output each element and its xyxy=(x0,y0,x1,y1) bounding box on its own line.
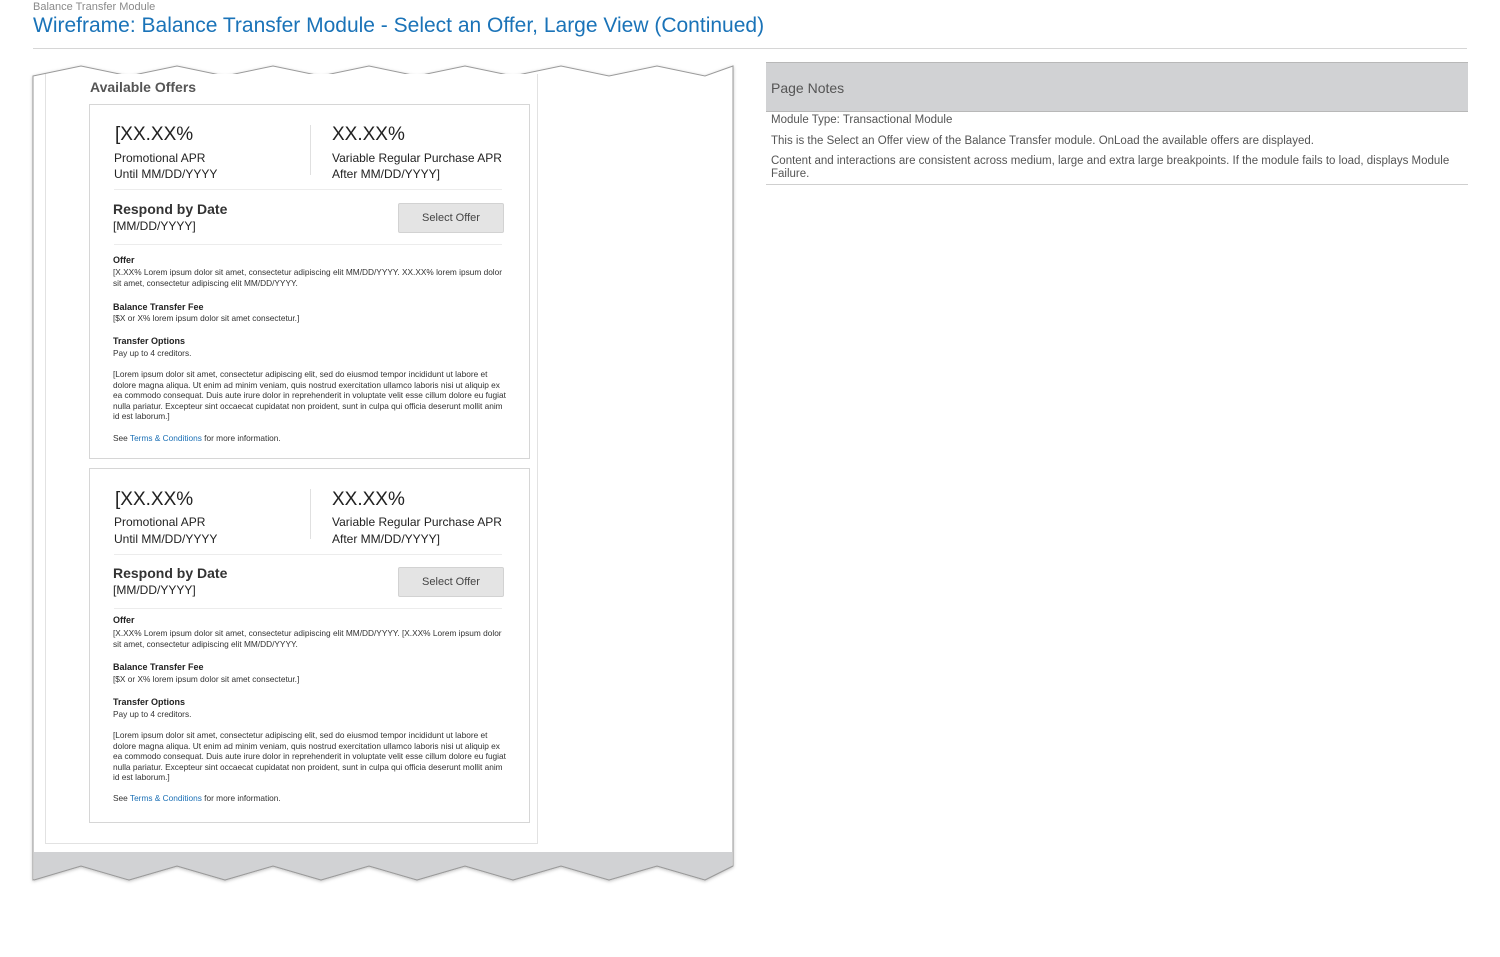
page-notes-header xyxy=(766,62,1468,112)
frame-footer-band xyxy=(34,852,732,880)
promo-until: Until MM/DD/YYYY xyxy=(114,167,218,181)
offer-heading: Offer xyxy=(113,255,135,265)
rate-divider xyxy=(310,489,311,539)
legal-text: [Lorem ipsum dolor sit amet, consectetur adipiscing elit, sed do eiusmod tempor incididunt ut labore et dolore magna aliqua. Ut enim ad minim veniam, quis nostrud exercitation ullamco laboris nisi ut aliquip ex ea commodo consequat. Duis aute irure dolor in reprehenderit in voluptate velit esse cillum dolore eu fugiat nulla pariatur. Excepteur sint occaecat cupidatat non proident, sunt in culpa qui officia deserunt mollit anim id est laborum.] xyxy=(113,730,506,782)
terms-prefix: See xyxy=(113,793,128,803)
note-module-type: Module Type: Transactional Module xyxy=(771,114,953,126)
transfer-options-heading: Transfer Options xyxy=(113,697,186,707)
divider xyxy=(114,189,502,190)
terms-suffix: for more information. xyxy=(204,793,281,803)
terms-suffix: for more information. xyxy=(204,433,281,443)
terms-conditions-link[interactable]: Terms & Conditions xyxy=(129,433,202,443)
terms-line xyxy=(113,433,281,443)
respond-by-date: [MM/DD/YYYY] xyxy=(113,583,196,597)
divider xyxy=(114,608,502,609)
transfer-options-heading: Transfer Options xyxy=(113,336,186,346)
offer-card xyxy=(89,468,530,823)
note-description: This is the Select an Offer view of the Balance Transfer module. OnLoad the available offers are displayed. xyxy=(771,135,1314,147)
promo-rate: [XX.XX% xyxy=(115,489,194,510)
select-offer-button[interactable]: Select Offer xyxy=(398,567,504,597)
note-breakpoints: Content and interactions are consistent across medium, large and extra large breakpoints. If the module fails to load, displays Module Failure. xyxy=(771,155,1450,180)
terms-line xyxy=(113,793,281,803)
fee-heading: Balance Transfer Fee xyxy=(113,662,204,672)
respond-by-label: Respond by Date xyxy=(113,565,228,581)
terms-conditions-link[interactable]: Terms & Conditions xyxy=(129,793,202,803)
promo-rate: [XX.XX% xyxy=(115,124,194,145)
transfer-options-text: Pay up to 4 creditors. xyxy=(113,348,192,358)
terms-prefix: See xyxy=(113,433,128,443)
regular-label: Variable Regular Purchase APR xyxy=(332,515,502,529)
respond-by-label: Respond by Date xyxy=(113,201,228,217)
promo-until: Until MM/DD/YYYY xyxy=(114,532,218,546)
promo-label: Promotional APR xyxy=(114,151,206,165)
notes-divider xyxy=(766,184,1468,185)
regular-rate: XX.XX% xyxy=(332,489,405,510)
divider xyxy=(114,554,502,555)
regular-label: Variable Regular Purchase APR xyxy=(332,151,502,165)
offer-heading: Offer xyxy=(113,615,135,625)
divider xyxy=(114,244,502,245)
page-notes-title: Page Notes xyxy=(771,80,845,96)
regular-after: After MM/DD/YYYY] xyxy=(332,167,441,181)
regular-rate: XX.XX% xyxy=(332,124,405,145)
legal-text: [Lorem ipsum dolor sit amet, consectetur adipiscing elit, sed do eiusmod tempor incididunt ut labore et dolore magna aliqua. Ut enim ad minim veniam, quis nostrud exercitation ullamco laboris nisi ut aliquip ex ea commodo consequat. Duis aute irure dolor in reprehenderit in voluptate velit esse cillum dolore eu fugiat nulla pariatur. Excepteur sint occaecat cupidatat non proident, sunt in culpa qui officia deserunt mollit anim id est laborum.] xyxy=(113,369,506,421)
fee-text: [$X or X% lorem ipsum dolor sit amet consectetur.] xyxy=(113,313,300,323)
offer-text: [X.XX% Lorem ipsum dolor sit amet, consectetur adipiscing elit MM/DD/YYYY. [X.XX% Lorem ipsum dolor sit amet, consectetur adipiscing elit MM/DD/YYYY. xyxy=(113,628,502,649)
breadcrumb: Balance Transfer Module xyxy=(33,1,156,13)
fee-heading: Balance Transfer Fee xyxy=(113,302,204,312)
available-offers-heading: Available Offers xyxy=(90,79,197,95)
select-offer-button[interactable]: Select Offer xyxy=(398,203,504,233)
offer-text: [X.XX% Lorem ipsum dolor sit amet, consectetur adipiscing elit MM/DD/YYYY. XX.XX% lorem ipsum dolor sit amet, consectetur adipiscing elit MM/DD/YYYY. xyxy=(113,267,503,288)
regular-after: After MM/DD/YYYY] xyxy=(332,532,441,546)
promo-label: Promotional APR xyxy=(114,515,206,529)
fee-text: [$X or X% lorem ipsum dolor sit amet consectetur.] xyxy=(113,674,300,684)
offer-card xyxy=(89,104,530,459)
transfer-options-text: Pay up to 4 creditors. xyxy=(113,709,192,719)
rate-divider xyxy=(310,125,311,175)
respond-by-date: [MM/DD/YYYY] xyxy=(113,219,196,233)
page-title: Wireframe: Balance Transfer Module - Select an Offer, Large View (Continued) xyxy=(33,14,765,37)
